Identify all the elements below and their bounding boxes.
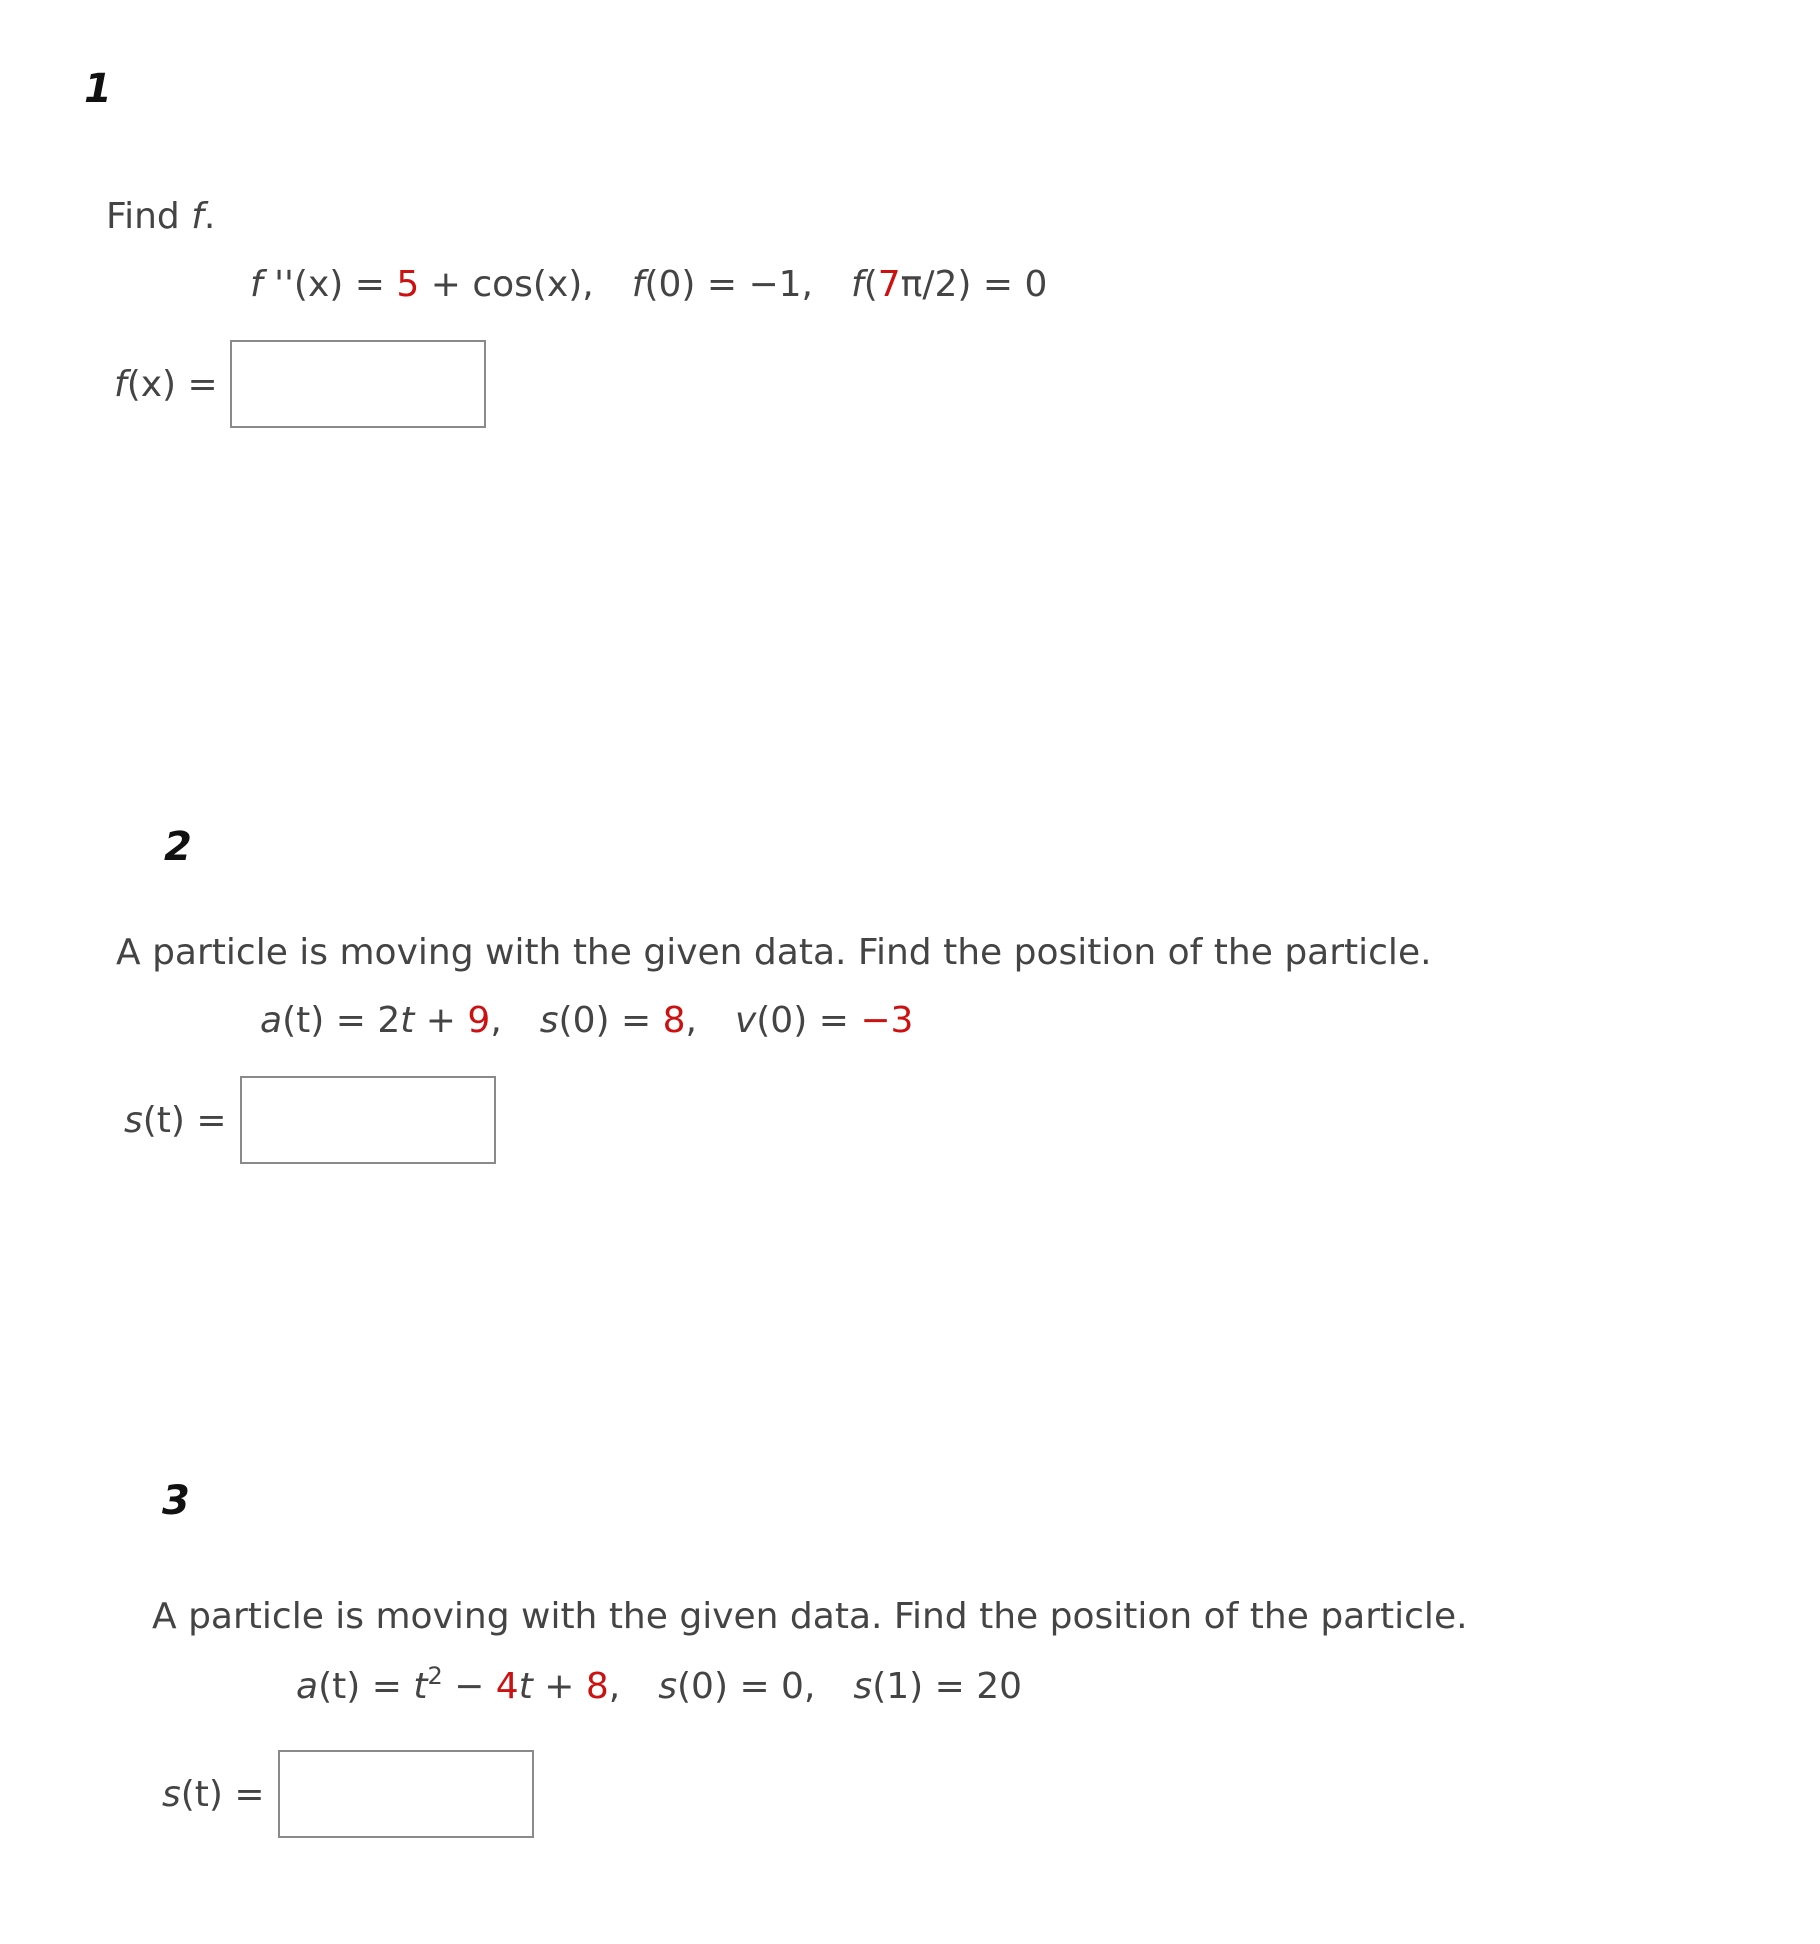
eq2-var: s: [658, 1666, 678, 1707]
eq3-var: v: [734, 1000, 757, 1041]
answer-label-1: [114, 364, 218, 405]
eq1-t2: t: [518, 1666, 533, 1707]
eq3-red: −3: [860, 1000, 914, 1041]
problem-1-prompt: [106, 196, 215, 237]
eq1-plus: +: [532, 1666, 586, 1707]
problem-3-prompt: A particle is moving with the given data. Find the position of the particle.: [152, 1596, 1468, 1637]
eq3-rest: (1) = 20: [872, 1666, 1023, 1707]
eq1-red1: 4: [495, 1666, 519, 1707]
eq1-t: t: [413, 1666, 428, 1707]
eq1-var2: t: [400, 1000, 415, 1041]
eq1-fn: f: [250, 264, 263, 305]
eq1-plus: +: [414, 1000, 468, 1041]
eq1-var: a: [260, 1000, 283, 1041]
eq3-fn: f: [851, 264, 864, 305]
problem-number-2: 2: [164, 824, 192, 870]
eq1-comma: ,: [608, 1666, 621, 1707]
eq1-arg: (t) = 2: [282, 1000, 401, 1041]
answer-label-rest: (t) =: [180, 1774, 265, 1815]
problem-number-3: 3: [162, 1478, 190, 1524]
eq2-arg: (0) =: [558, 1000, 663, 1041]
eq1-red: 5: [396, 264, 420, 305]
eq1-lhs: ''(x) =: [262, 264, 397, 305]
eq2-rest: (0) = −1,: [644, 264, 813, 305]
eq1-red2: 8: [585, 1666, 609, 1707]
eq2-var: s: [539, 1000, 559, 1041]
eq3-var: s: [853, 1666, 873, 1707]
answer-input-2[interactable]: [240, 1076, 496, 1164]
problem-number-1: 1: [84, 66, 112, 112]
eq3-open: (: [863, 264, 878, 305]
eq1-arg: (t) =: [318, 1666, 414, 1707]
eq2-fn: f: [631, 264, 645, 305]
answer-label-fn: s: [124, 1100, 143, 1141]
eq2-red: 8: [662, 1000, 686, 1041]
answer-label-rest: (t) =: [142, 1100, 227, 1141]
answer-label-rest: (x) =: [126, 364, 218, 405]
prompt-var: f: [191, 196, 204, 237]
prompt-end: .: [203, 196, 216, 237]
answer-input-1[interactable]: [230, 340, 486, 428]
problem-2-prompt: A particle is moving with the given data. Find the position of the particle.: [116, 932, 1432, 973]
eq1-exponent: 2: [427, 1662, 443, 1690]
eq2-comma: ,: [685, 1000, 697, 1041]
answer-label-fn: s: [162, 1774, 181, 1815]
eq1-red: 9: [467, 1000, 491, 1041]
eq3-red: 7: [877, 264, 901, 305]
eq2-rest: (0) = 0,: [677, 1666, 816, 1707]
eq1-comma: ,: [490, 1000, 502, 1041]
prompt-text: Find: [106, 196, 192, 237]
eq3-arg: (0) =: [756, 1000, 861, 1041]
eq3-rest: π/2) = 0: [900, 264, 1048, 305]
eq1-minus: −: [442, 1666, 496, 1707]
answer-label-2: [124, 1100, 227, 1141]
answer-input-3[interactable]: [278, 1750, 534, 1838]
answer-label-fn: f: [114, 364, 127, 405]
eq1-rest: + cos(x),: [419, 264, 594, 305]
eq1-var: a: [296, 1666, 319, 1707]
answer-label-3: [162, 1774, 265, 1815]
problem-2-equation: [260, 1000, 913, 1041]
problem-1-equation: [250, 264, 1047, 305]
problem-3-equation: [296, 1662, 1023, 1707]
